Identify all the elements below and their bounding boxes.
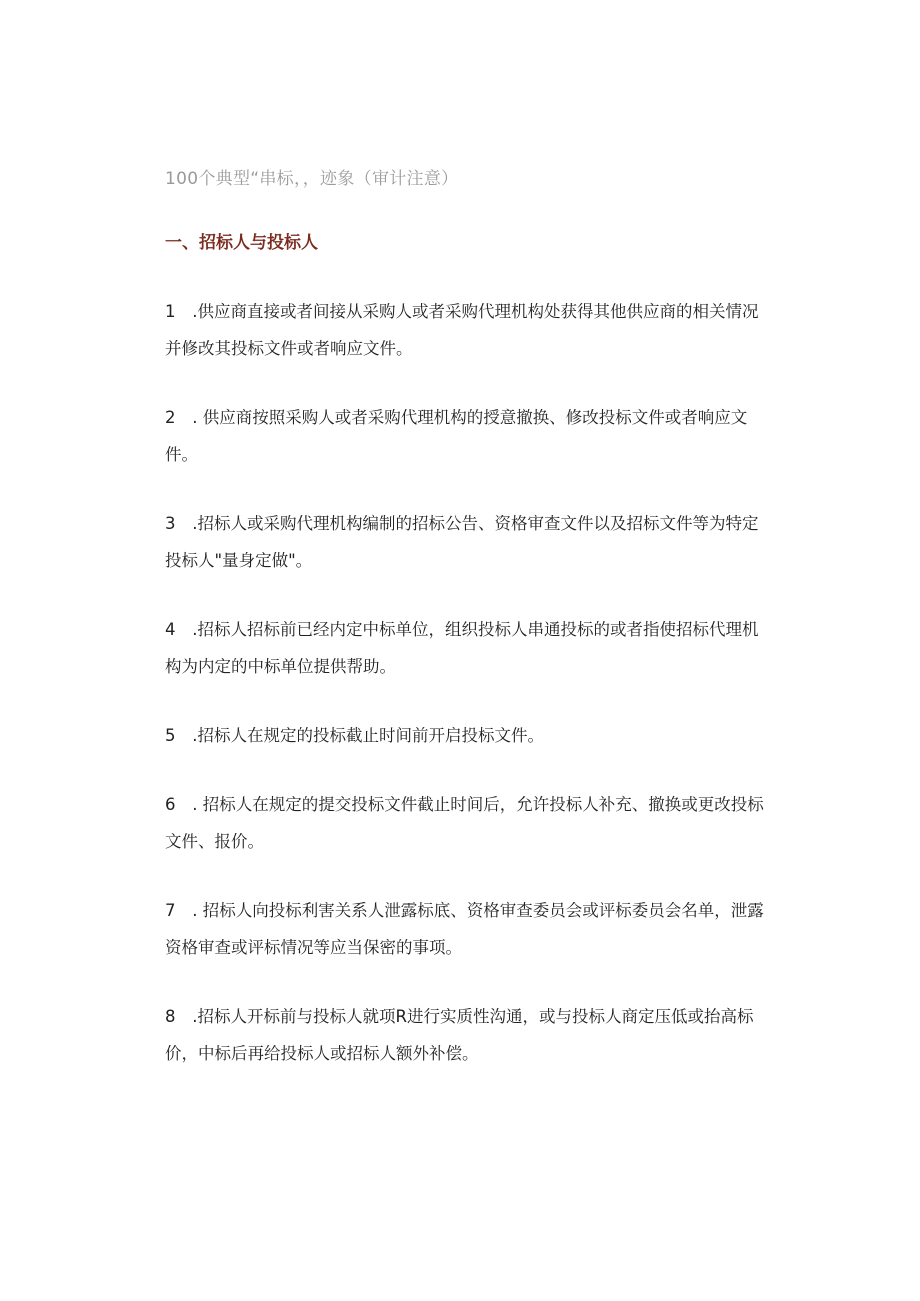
item-number: 7 (165, 901, 176, 920)
document-title: 100个典型“串标，，迹象（审计注意） (165, 169, 459, 189)
item-text: . 供应商按照采购人或者采购代理机构的授意撤换、修改投标文件或者响应文件。 (165, 408, 748, 464)
list-item (165, 611, 765, 685)
item-text: . 招标人在规定的提交投标文件截止时间后，允许投标人补充、撤换或更改投标文件、报价。 (165, 795, 764, 851)
item-text: .招标人或采购代理机构编制的招标公告、资格审查文件以及招标文件等为特定投标人"量身定做"。 (165, 514, 759, 570)
list-item (165, 998, 765, 1072)
item-number: 5 (165, 726, 176, 745)
list-item (165, 717, 765, 754)
list-item (165, 786, 765, 860)
item-number: 1 (165, 302, 176, 321)
list-item (165, 505, 765, 579)
item-text: . 招标人向投标利害关系人泄露标底、资格审查委员会或评标委员会名单，泄露资格审查或评标情况等应当保密的事项。 (165, 901, 764, 957)
list-item (165, 399, 765, 473)
item-text: .招标人开标前与投标人就项R进行实质性沟通，或与投标人商定压低或抬高标价，中标后再给投标人或招标人额外补偿。 (165, 1007, 754, 1063)
item-number: 4 (165, 620, 176, 639)
item-text: .招标人在规定的投标截止时间前开启投标文件。 (187, 726, 544, 745)
section-heading: 一、招标人与投标人 (165, 233, 318, 253)
item-number: 2 (165, 408, 176, 427)
item-number: 3 (165, 514, 176, 533)
item-text: .供应商直接或者间接从采购人或者采购代理机构处获得其他供应商的相关情况并修改其投标文件或者响应文件。 (165, 302, 759, 358)
list-item (165, 293, 765, 367)
document-page (165, 168, 765, 1104)
item-text: .招标人招标前已经内定中标单位，组织投标人串通投标的或者指使招标代理机构为内定的中标单位提供帮助。 (165, 620, 759, 676)
item-number: 6 (165, 795, 176, 814)
item-list (165, 293, 765, 1072)
item-number: 8 (165, 1007, 176, 1026)
list-item (165, 892, 765, 966)
